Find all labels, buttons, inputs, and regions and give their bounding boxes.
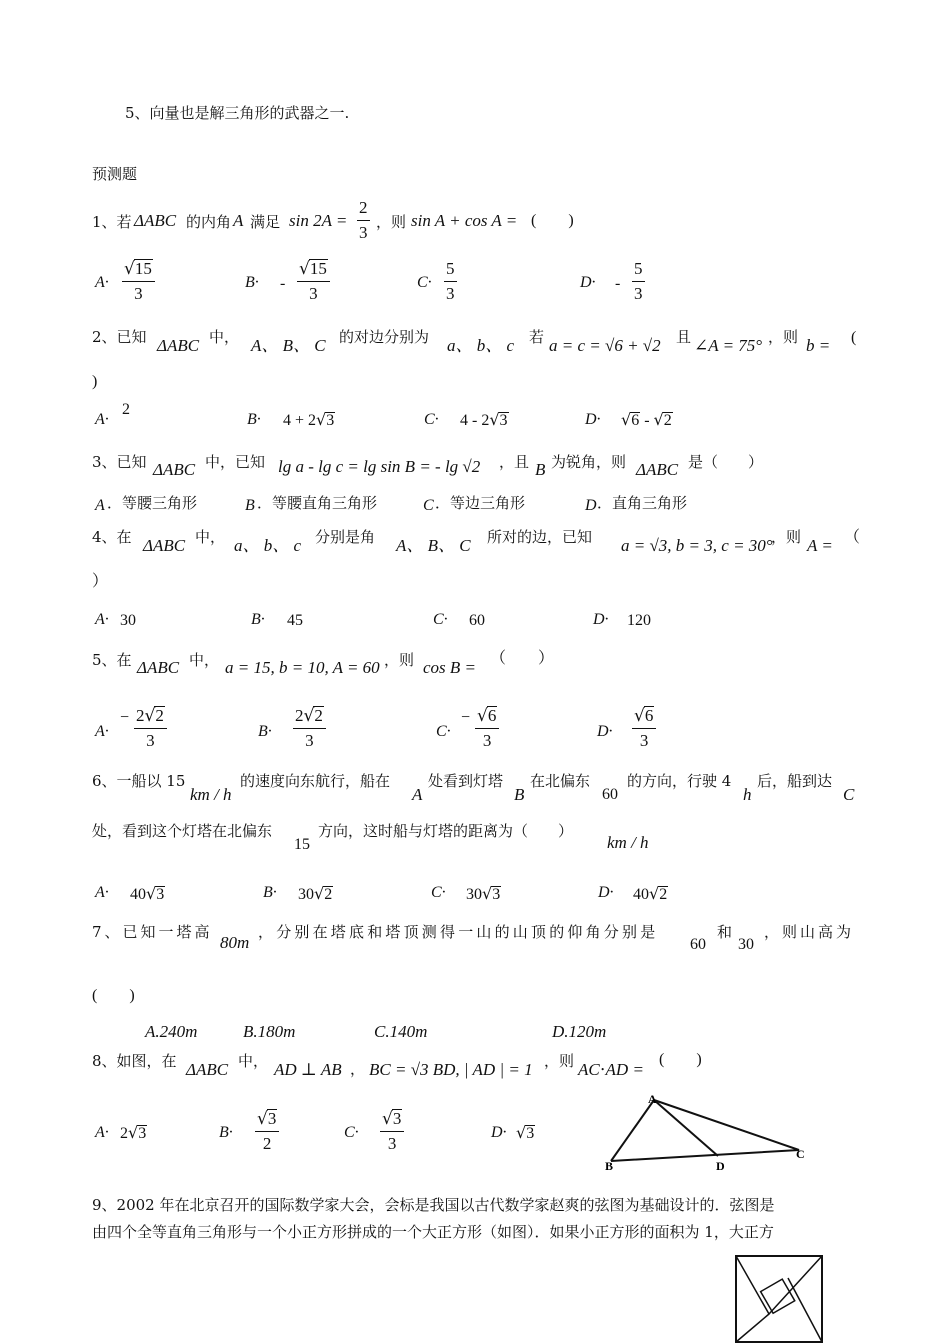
q8-option-label-d: D· bbox=[491, 1124, 507, 1141]
q6-option-b-value: 30√2 bbox=[298, 884, 333, 903]
q8-cond1: AD ⊥ AB bbox=[274, 1060, 342, 1079]
q8-option-a-value-radicand: 3 bbox=[138, 1125, 147, 1142]
q2-option-b-value-root-sign-1: √ bbox=[316, 410, 327, 429]
q4-ask: A = bbox=[807, 536, 833, 555]
q2-text-b: 中， bbox=[209, 328, 240, 346]
q1-option-c-frac-den: 3 bbox=[446, 284, 455, 303]
q1-option-label-a: A· bbox=[95, 274, 109, 291]
q2-angles: A、 B、 C bbox=[251, 336, 326, 355]
q2-cond: a = c = √6 + √2 bbox=[549, 336, 661, 355]
q8-text-c: ， bbox=[350, 1060, 366, 1078]
q1-triangle: ΔABC bbox=[134, 211, 177, 230]
q7-option-2: C.140m bbox=[374, 1022, 428, 1041]
q5-option-b-frac-bar bbox=[293, 728, 326, 729]
q5-option-label-c: C· bbox=[436, 723, 451, 740]
q8-text-b: 中， bbox=[238, 1052, 269, 1070]
q6-option-b-value-radicand: 2 bbox=[324, 886, 333, 903]
q8-option-b-frac-num bbox=[255, 1109, 279, 1129]
q2-option-label-b: B· bbox=[247, 411, 261, 428]
q5-option-a-frac-root-sign: √ bbox=[144, 706, 156, 726]
q5-option-b-frac-den: 3 bbox=[305, 731, 314, 750]
q1-option-label-c: C· bbox=[417, 274, 432, 291]
q5-option-a-frac-num: 2√2 bbox=[136, 706, 164, 726]
q3-option-label-b: B bbox=[245, 497, 255, 514]
q2-sides: a、 b、 c bbox=[447, 336, 515, 355]
q5-option-b-frac-num: 2√2 bbox=[295, 706, 323, 726]
q1-option-c-frac-num: 5 bbox=[446, 259, 455, 278]
q5-text-b: 中， bbox=[189, 651, 220, 669]
q1-option-a-frac-num bbox=[122, 259, 155, 279]
q6-option-c-value-radicand: 3 bbox=[492, 886, 501, 903]
q5-option-label-b: B· bbox=[258, 723, 272, 740]
q2-text-c: 的对边分别为 bbox=[339, 328, 430, 346]
q7-height: 80m bbox=[220, 933, 250, 952]
q5-option-sign-a: − bbox=[120, 709, 130, 726]
q3-option-text-b: ．等腰直角三角形 bbox=[257, 494, 378, 512]
q6-option-b-value-root-sign: √ bbox=[314, 884, 325, 903]
q1-option-label-b: B· bbox=[245, 274, 259, 291]
q8-figure-label-a: A bbox=[648, 1092, 657, 1106]
q9-line1: 9、2002 年在北京召开的国际数学家大会，会标是我国以古代数学家赵爽的弦图为基础设计的．弦图是 bbox=[92, 1196, 775, 1214]
q8-option-label-a: A· bbox=[95, 1124, 109, 1141]
q6-text-f: 后，船到达 bbox=[757, 772, 833, 790]
q5-option-d-frac-radicand: 6 bbox=[644, 706, 654, 725]
q8-option-b-frac-bar bbox=[255, 1131, 279, 1132]
q2-option-a-value: 2 bbox=[122, 401, 130, 418]
q2-paren-close: ) bbox=[92, 373, 98, 390]
q1-option-b-frac-root-sign: √ bbox=[299, 259, 310, 279]
q4-option-label-b: B· bbox=[251, 611, 265, 628]
q2-option-b-value-radicand-1: 3 bbox=[326, 412, 335, 429]
q6-option-a-value-radicand: 3 bbox=[156, 886, 165, 903]
q7-option-3: D.120m bbox=[552, 1022, 607, 1041]
q5-option-sign-c: − bbox=[461, 709, 471, 726]
q5-option-d-frac-num bbox=[632, 706, 656, 726]
q3-triangle: ΔABC bbox=[153, 460, 196, 479]
q6-option-a-value: 40√3 bbox=[130, 884, 165, 903]
q7-text-d: ，则山高为 bbox=[764, 923, 855, 941]
q5-option-c-frac-root-sign: √ bbox=[477, 706, 488, 726]
q6-angle2: 15 bbox=[294, 836, 310, 853]
q2-paren-open: ( bbox=[851, 329, 857, 346]
q7-text-a: 7、已知一塔高 bbox=[92, 923, 213, 941]
q6-text-b: 的速度向东航行，船在 bbox=[240, 772, 391, 790]
q8-figure-label-d: D bbox=[716, 1159, 725, 1172]
q1-option-d-frac-num: 5 bbox=[634, 259, 643, 278]
q1-cond-frac bbox=[357, 198, 370, 243]
q1-option-c-frac-bar bbox=[444, 281, 457, 282]
q2-option-d-value-root-sign-1: √ bbox=[621, 410, 632, 429]
q6-option-label-c: C· bbox=[431, 884, 446, 901]
q1-option-d-frac-den: 3 bbox=[634, 284, 643, 303]
q2-option-b-value: 4 + 2√3 bbox=[283, 410, 335, 429]
q8-triangle: ΔABC bbox=[186, 1060, 229, 1079]
q2-text-d: 若 bbox=[529, 328, 545, 346]
q5-option-a-frac-radicand: 2 bbox=[155, 706, 164, 725]
q6-angle1: 60 bbox=[602, 786, 618, 803]
q1-option-b-frac-num bbox=[297, 259, 330, 279]
q1-option-a-frac-bar bbox=[122, 281, 155, 282]
q3-angle: B bbox=[535, 460, 546, 479]
q4-text-e: ，则 bbox=[771, 528, 802, 546]
q3-triangle2: ΔABC bbox=[636, 460, 679, 479]
q5-option-d-frac bbox=[632, 706, 656, 751]
section-title: 预测题 bbox=[92, 165, 138, 183]
q4-text-a: 4、在 bbox=[92, 528, 132, 546]
q6-text-a: 6、一船以 15 bbox=[92, 772, 186, 790]
q1-text-d: ，则 bbox=[376, 213, 407, 231]
q1-cond-left: sin 2A = bbox=[289, 211, 348, 230]
q8-option-c-frac-num bbox=[380, 1109, 404, 1129]
q3-text-c: ，且 bbox=[499, 453, 530, 471]
q6-option-label-a: A· bbox=[95, 884, 109, 901]
q6-unit: km / h bbox=[190, 785, 232, 804]
q8-option-b-frac-den: 2 bbox=[262, 1134, 272, 1153]
q6-point-c: C bbox=[843, 785, 855, 804]
q5-option-d-frac-bar bbox=[632, 728, 656, 729]
q8-figure-label-b: B bbox=[605, 1159, 614, 1172]
q6-option-d-value-root-sign: √ bbox=[649, 884, 660, 903]
q2-option-c-value-root-sign-1: √ bbox=[489, 410, 500, 429]
q8-paren: ( ) bbox=[659, 1051, 702, 1068]
q1-option-c-frac bbox=[444, 259, 457, 304]
q6-point-a: A bbox=[412, 785, 423, 804]
q3-text-d: 为锐角，则 bbox=[551, 453, 627, 471]
q8-figure-label-c: C bbox=[796, 1147, 805, 1161]
q3-option-text-d: ．直角三角形 bbox=[597, 494, 688, 512]
q1-expr: sin A + cos A = bbox=[411, 211, 518, 230]
q8-option-b-frac bbox=[255, 1109, 279, 1154]
q1-option-a-frac bbox=[122, 259, 155, 304]
q8-text-a: 8、如图，在 bbox=[92, 1052, 177, 1070]
q1-option-d-frac bbox=[632, 259, 645, 304]
q6-unit2: km / h bbox=[607, 833, 649, 852]
q5-option-b-frac bbox=[293, 706, 326, 751]
q8-option-c-frac bbox=[380, 1109, 404, 1154]
q5-option-label-d: D· bbox=[597, 723, 613, 740]
q2-option-label-d: D· bbox=[585, 411, 601, 428]
q5-option-c-frac-den: 3 bbox=[482, 731, 492, 750]
q5-ask: cos B = bbox=[423, 658, 477, 677]
q4-cond: a = √3, b = 3, c = 30° bbox=[621, 536, 773, 555]
q5-option-a-frac-bar bbox=[134, 728, 167, 729]
q9-line2: 由四个全等直角三角形与一个小正方形拼成的一个大正方形（如图）．如果小正方形的面积为 1，大正方 bbox=[92, 1223, 774, 1241]
q8-option-c-frac-bar bbox=[380, 1131, 404, 1132]
q3-option-text-a: ．等腰三角形 bbox=[107, 494, 198, 512]
q5-option-d-frac-den: 3 bbox=[639, 731, 649, 750]
q3-option-label-a: A bbox=[95, 497, 105, 514]
q3-option-label-c: C bbox=[423, 497, 434, 514]
q8-option-a-value: 2√3 bbox=[120, 1123, 147, 1142]
q6-option-c-value: 30√3 bbox=[466, 884, 501, 903]
q5-text-a: 5、在 bbox=[92, 651, 132, 669]
q2-ask: b = bbox=[806, 336, 831, 355]
q8-option-d-value-root-sign: √ bbox=[516, 1123, 527, 1142]
q1-option-sign-b: - bbox=[280, 275, 286, 292]
q1-angle: A bbox=[233, 211, 244, 230]
q1-option-b-frac-radicand: 15 bbox=[309, 259, 327, 278]
q1-option-b-frac-den: 3 bbox=[309, 284, 318, 303]
q8-option-d-value bbox=[516, 1124, 535, 1143]
q3-option-label-d: D bbox=[585, 497, 597, 514]
q4-option-label-a: A· bbox=[95, 611, 109, 628]
q4-angles: A、 B、 C bbox=[396, 536, 471, 555]
q2-option-d-value: √6 - √2 bbox=[621, 410, 672, 429]
q2-triangle: ΔABC bbox=[157, 336, 200, 355]
q5-option-c-frac-num bbox=[475, 706, 499, 726]
q4-text-b: 中， bbox=[195, 528, 226, 546]
q5-option-c-frac-radicand: 6 bbox=[487, 706, 497, 725]
q8-ask: AC⋅AD = bbox=[578, 1060, 644, 1079]
q7-angle2: 30 bbox=[738, 936, 754, 953]
q1-text-c: 满足 bbox=[250, 213, 281, 231]
q8-option-label-c: C· bbox=[344, 1124, 359, 1141]
q2-option-d-value-radicand-1: 6 bbox=[631, 412, 640, 429]
q8-option-a-value-root-sign: √ bbox=[128, 1123, 139, 1142]
q6-option-a-value-root-sign: √ bbox=[146, 884, 157, 903]
q8-triangle-figure bbox=[600, 1090, 810, 1172]
q6-line2-b: 方向，这时船与灯塔的距离为（ ） bbox=[318, 822, 574, 840]
q4-option-label-d: D· bbox=[593, 611, 609, 628]
q4-option-c-value: 60 bbox=[469, 612, 485, 629]
q6-option-c-value-root-sign: √ bbox=[482, 884, 493, 903]
q2-option-label-c: C· bbox=[424, 411, 439, 428]
q4-text-d: 所对的边，已知 bbox=[487, 528, 593, 546]
q1-text-a: 1、若 bbox=[92, 213, 132, 231]
q6-option-d-value-radicand: 2 bbox=[659, 886, 668, 903]
q3-option-text-c: ．等边三角形 bbox=[435, 494, 526, 512]
q4-option-d-value: 120 bbox=[627, 612, 651, 629]
q4-triangle: ΔABC bbox=[143, 536, 186, 555]
q2-option-c-value: 4 - 2√3 bbox=[460, 410, 508, 429]
q1-cond-den: 3 bbox=[359, 223, 368, 242]
q8-cond2: BC = √3 BD, | AD | = 1 bbox=[369, 1060, 533, 1079]
q6-option-label-d: D· bbox=[598, 884, 614, 901]
q7-text-c: 和 bbox=[717, 923, 733, 941]
q6-text-e: 的方向，行驶 4 bbox=[627, 772, 732, 790]
q4-paren-close: ） bbox=[92, 573, 109, 590]
q6-hour: h bbox=[743, 785, 752, 804]
q5-text-c: ，则 bbox=[384, 651, 415, 669]
q9-chord-figure bbox=[735, 1254, 825, 1344]
q1-option-label-d: D· bbox=[580, 274, 596, 291]
q8-option-b-frac-root-sign: √ bbox=[257, 1109, 268, 1129]
q8-option-c-frac-den: 3 bbox=[387, 1134, 397, 1153]
q1-option-b-frac bbox=[297, 259, 330, 304]
q7-angle1: 60 bbox=[690, 936, 706, 953]
q7-paren: ( ) bbox=[92, 987, 135, 1004]
q4-sides: a、 b、 c bbox=[234, 536, 302, 555]
q1-option-a-frac-root-sign: √ bbox=[124, 259, 135, 279]
q2-option-d-value-radicand-3: 2 bbox=[663, 412, 672, 429]
q1-option-a-frac-radicand: 15 bbox=[134, 259, 152, 278]
q4-paren-open: （ bbox=[844, 529, 861, 546]
q3-cond: lg a - lg c = lg sin B = - lg √2 bbox=[278, 457, 481, 476]
q1-option-d-frac-bar bbox=[632, 281, 645, 282]
q1-option-sign-d: - bbox=[615, 275, 621, 292]
q3-text-a: 3、已知 bbox=[92, 453, 147, 471]
q5-option-a-frac bbox=[134, 706, 167, 751]
q7-text-b: ，分别在塔底和塔顶测得一山的山顶的仰角分别是 bbox=[258, 923, 659, 941]
q5-option-b-frac-root-sign: √ bbox=[303, 706, 315, 726]
q5-option-label-a: A· bbox=[95, 723, 109, 740]
q1-paren: ( ) bbox=[531, 212, 574, 229]
q1-text-b: 的内角 bbox=[186, 213, 232, 231]
q5-triangle: ΔABC bbox=[137, 658, 180, 677]
q5-paren: （ ） bbox=[490, 650, 555, 667]
q7-option-1: B.180m bbox=[243, 1022, 296, 1041]
q2-text-e: 且 bbox=[676, 328, 692, 346]
q2-angle-cond: ∠A = 75° bbox=[694, 336, 763, 355]
q8-option-c-frac-radicand: 3 bbox=[392, 1109, 402, 1128]
q2-text-f: ，则 bbox=[768, 328, 799, 346]
q5-option-c-frac bbox=[475, 706, 499, 751]
q6-option-label-b: B· bbox=[263, 884, 277, 901]
q4-option-b-value: 45 bbox=[287, 612, 303, 629]
q2-option-d-value-root-sign-3: √ bbox=[653, 410, 664, 429]
q4-option-a-value: 30 bbox=[120, 612, 136, 629]
q8-option-b-frac-radicand: 3 bbox=[267, 1109, 277, 1128]
q2-option-c-value-radicand-1: 3 bbox=[499, 412, 508, 429]
q8-option-d-value-radicand: 3 bbox=[526, 1125, 535, 1142]
q2-text-a: 2、已知 bbox=[92, 328, 147, 346]
q5-option-c-frac-bar bbox=[475, 728, 499, 729]
q6-point-b: B bbox=[514, 785, 525, 804]
q1-option-a-frac-den: 3 bbox=[134, 284, 143, 303]
q2-option-label-a: A· bbox=[95, 411, 109, 428]
q5-option-d-frac-root-sign: √ bbox=[634, 706, 645, 726]
q6-option-d-value: 40√2 bbox=[633, 884, 668, 903]
q1-cond-num: 2 bbox=[359, 198, 368, 217]
q3-text-b: 中，已知 bbox=[205, 453, 266, 471]
q3-text-e: 是（ ） bbox=[688, 453, 764, 471]
q8-option-c-frac-root-sign: √ bbox=[382, 1109, 393, 1129]
intro-point5: 5、向量也是解三角形的武器之一. bbox=[125, 104, 350, 122]
q4-text-c: 分别是角 bbox=[315, 528, 376, 546]
q4-option-label-c: C· bbox=[433, 611, 448, 628]
q6-text-d: 在北偏东 bbox=[530, 772, 591, 790]
q8-option-label-b: B· bbox=[219, 1124, 233, 1141]
q6-line2-a: 处，看到这个灯塔在北偏东 bbox=[92, 822, 273, 840]
q6-text-c: 处看到灯塔 bbox=[428, 772, 504, 790]
q7-option-0: A.240m bbox=[145, 1022, 198, 1041]
q1-option-b-frac-bar bbox=[297, 281, 330, 282]
q5-option-b-frac-radicand: 2 bbox=[314, 706, 323, 725]
q5-cond: a = 15, b = 10, A = 60 bbox=[225, 658, 380, 677]
q5-option-a-frac-den: 3 bbox=[146, 731, 155, 750]
q8-text-d: ，则 bbox=[544, 1052, 575, 1070]
